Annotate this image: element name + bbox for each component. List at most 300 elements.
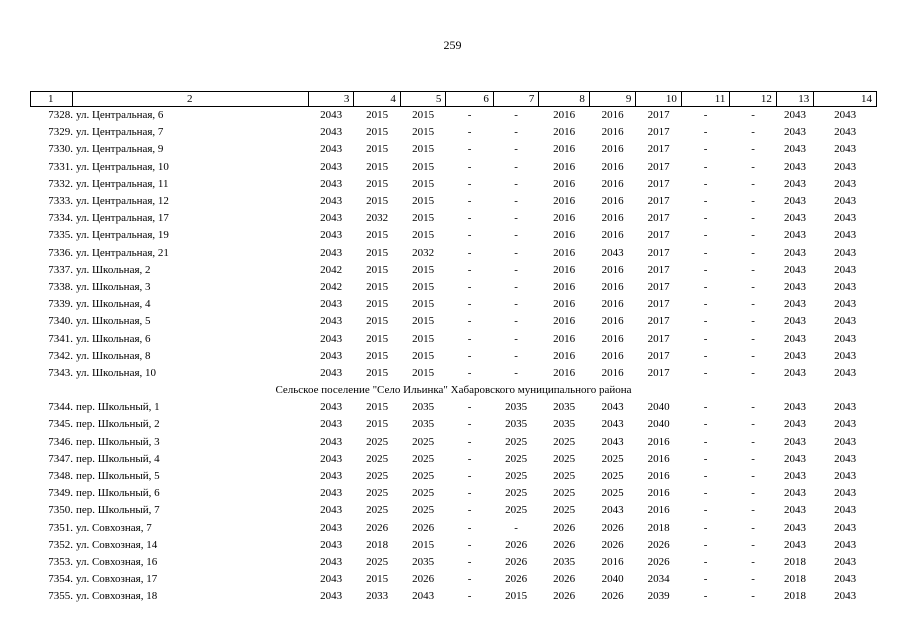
row-number: 7353. xyxy=(48,555,73,568)
year-cell-col-7: - xyxy=(514,160,518,173)
column-header-11: 11 xyxy=(681,92,730,107)
address-cell: ул. Школьная, 8 xyxy=(75,349,151,362)
address-cell: ул. Центральная, 11 xyxy=(75,177,169,190)
year-cell-col-14: 2043 xyxy=(834,143,857,156)
year-cell-col-5: 2015 xyxy=(412,126,435,139)
year-cell-col-3: 2043 xyxy=(320,160,343,173)
year-cell-col-12: - xyxy=(751,538,755,551)
year-cell-col-7: 2026 xyxy=(505,573,528,586)
year-cell-col-8: 2016 xyxy=(553,332,576,345)
year-cell-col-3: 2043 xyxy=(320,504,343,517)
year-cell-col-3: 2043 xyxy=(320,538,343,551)
year-cell-col-6: - xyxy=(467,521,472,534)
year-cell-col-4: 2015 xyxy=(366,573,389,586)
year-cell-col-11: - xyxy=(703,160,708,173)
year-cell-col-13: 2043 xyxy=(784,349,806,362)
address-cell: пер. Школьный, 5 xyxy=(75,470,160,483)
year-cell-col-4: 2015 xyxy=(366,263,389,276)
year-cell-col-9: 2016 xyxy=(601,195,624,208)
year-cell-col-12: - xyxy=(751,435,755,448)
year-cell-col-13: 2043 xyxy=(784,177,806,190)
table-row xyxy=(31,502,877,519)
year-cell-col-12: - xyxy=(751,573,755,586)
column-header-3: 3 xyxy=(308,92,353,107)
year-cell-col-9: 2043 xyxy=(601,418,624,431)
year-cell-col-11: - xyxy=(703,418,708,431)
year-cell-col-7: 2025 xyxy=(505,504,528,517)
year-cell-col-12: - xyxy=(751,401,755,414)
year-cell-col-8: 2016 xyxy=(553,263,576,276)
year-cell-col-13: 2018 xyxy=(784,590,806,603)
year-cell-col-11: - xyxy=(703,212,708,225)
year-cell-col-14: 2043 xyxy=(834,298,857,311)
year-cell-col-3: 2042 xyxy=(320,280,343,293)
year-cell-col-11: - xyxy=(703,452,708,465)
year-cell-col-11: - xyxy=(703,366,708,379)
year-cell-col-10: 2016 xyxy=(647,452,670,465)
year-cell-col-3: 2043 xyxy=(320,555,343,568)
year-cell-col-14: 2043 xyxy=(834,521,857,534)
year-cell-col-8: 2035 xyxy=(553,555,576,568)
year-cell-col-8: 2016 xyxy=(553,280,576,293)
year-cell-col-12: - xyxy=(751,160,755,173)
year-cell-col-10: 2017 xyxy=(647,280,670,293)
address-cell: ул. Совхозная, 14 xyxy=(75,538,158,551)
year-cell-col-8: 2026 xyxy=(553,521,576,534)
year-cell-col-6: - xyxy=(467,504,472,517)
year-cell-col-7: - xyxy=(514,315,518,328)
year-cell-col-10: 2017 xyxy=(647,160,670,173)
column-header-14: 14 xyxy=(814,92,877,107)
year-cell-col-7: - xyxy=(514,109,518,122)
year-cell-col-8: 2025 xyxy=(553,435,576,448)
year-cell-col-9: 2043 xyxy=(601,435,624,448)
year-cell-col-14: 2043 xyxy=(834,246,857,259)
year-cell-col-9: 2025 xyxy=(601,452,624,465)
year-cell-col-5: 2015 xyxy=(412,177,435,190)
year-cell-col-5: 2015 xyxy=(412,109,435,122)
year-cell-col-5: 2015 xyxy=(412,212,435,225)
year-cell-col-9: 2016 xyxy=(601,160,624,173)
row-number: 7339. xyxy=(48,298,73,311)
address-cell: ул. Центральная, 9 xyxy=(75,143,164,156)
year-cell-col-7: - xyxy=(514,332,518,345)
year-cell-col-6: - xyxy=(467,195,472,208)
year-cell-col-3: 2043 xyxy=(320,470,343,483)
year-cell-col-7: 2025 xyxy=(505,487,528,500)
address-cell: пер. Школьный, 7 xyxy=(75,504,160,517)
year-cell-col-7: - xyxy=(514,349,518,362)
table-row xyxy=(31,279,877,296)
year-cell-col-12: - xyxy=(751,555,755,568)
year-cell-col-9: 2016 xyxy=(601,315,624,328)
year-cell-col-8: 2016 xyxy=(553,366,576,379)
column-header-2: 2 xyxy=(73,92,309,107)
year-cell-col-14: 2043 xyxy=(834,229,857,242)
year-cell-col-5: 2015 xyxy=(412,263,435,276)
year-cell-col-10: 2018 xyxy=(647,521,670,534)
table-row xyxy=(31,365,877,382)
year-cell-col-12: - xyxy=(751,504,755,517)
year-cell-col-13: 2043 xyxy=(784,298,806,311)
column-header-9: 9 xyxy=(589,92,635,107)
year-cell-col-6: - xyxy=(467,109,472,122)
year-cell-col-3: 2043 xyxy=(320,332,343,345)
address-cell: ул. Школьная, 5 xyxy=(75,315,151,328)
year-cell-col-13: 2043 xyxy=(784,246,806,259)
year-cell-col-11: - xyxy=(703,349,708,362)
address-cell: ул. Центральная, 21 xyxy=(75,246,169,259)
year-cell-col-10: 2017 xyxy=(647,177,670,190)
year-cell-col-7: 2025 xyxy=(505,452,528,465)
address-cell: ул. Школьная, 10 xyxy=(75,366,157,379)
year-cell-col-3: 2043 xyxy=(320,195,343,208)
year-cell-col-13: 2043 xyxy=(784,418,806,431)
year-cell-col-11: - xyxy=(703,143,708,156)
year-cell-col-14: 2043 xyxy=(834,590,857,603)
year-cell-col-9: 2043 xyxy=(601,504,624,517)
year-cell-col-4: 2015 xyxy=(366,143,389,156)
year-cell-col-8: 2016 xyxy=(553,229,576,242)
year-cell-col-9: 2016 xyxy=(601,229,624,242)
year-cell-col-8: 2016 xyxy=(553,349,576,362)
year-cell-col-5: 2015 xyxy=(412,195,435,208)
year-cell-col-9: 2026 xyxy=(601,521,624,534)
year-cell-col-3: 2043 xyxy=(320,590,343,603)
year-cell-col-6: - xyxy=(467,435,472,448)
year-cell-col-8: 2025 xyxy=(553,470,576,483)
year-cell-col-4: 2015 xyxy=(366,315,389,328)
year-cell-col-13: 2043 xyxy=(784,366,806,379)
year-cell-col-10: 2017 xyxy=(647,246,670,259)
year-cell-col-4: 2015 xyxy=(366,332,389,345)
year-cell-col-8: 2026 xyxy=(553,538,576,551)
year-cell-col-11: - xyxy=(703,332,708,345)
year-cell-col-6: - xyxy=(467,229,472,242)
year-cell-col-4: 2015 xyxy=(366,349,389,362)
address-cell: ул. Центральная, 10 xyxy=(75,160,169,173)
year-cell-col-8: 2016 xyxy=(553,109,576,122)
year-cell-col-6: - xyxy=(467,246,472,259)
year-cell-col-5: 2032 xyxy=(412,246,435,259)
year-cell-col-4: 2015 xyxy=(366,195,389,208)
year-cell-col-9: 2026 xyxy=(601,590,624,603)
year-cell-col-5: 2025 xyxy=(412,487,435,500)
year-cell-col-11: - xyxy=(703,504,708,517)
row-number: 7346. xyxy=(48,435,73,448)
year-cell-col-4: 2015 xyxy=(366,160,389,173)
table-row xyxy=(31,296,877,313)
year-cell-col-5: 2035 xyxy=(412,555,435,568)
year-cell-col-3: 2043 xyxy=(320,126,343,139)
column-header-5: 5 xyxy=(400,92,445,107)
year-cell-col-7: - xyxy=(514,126,518,139)
address-cell: ул. Школьная, 4 xyxy=(75,298,151,311)
year-cell-col-12: - xyxy=(751,126,755,139)
year-cell-col-5: 2026 xyxy=(412,573,435,586)
year-cell-col-11: - xyxy=(703,555,708,568)
address-cell: пер. Школьный, 3 xyxy=(75,435,160,448)
table-row xyxy=(31,588,877,605)
section-row xyxy=(31,382,877,399)
year-cell-col-13: 2043 xyxy=(784,452,806,465)
year-cell-col-12: - xyxy=(751,590,755,603)
year-cell-col-4: 2015 xyxy=(366,298,389,311)
year-cell-col-14: 2043 xyxy=(834,366,857,379)
row-number: 7331. xyxy=(48,160,73,173)
year-cell-col-10: 2016 xyxy=(647,435,670,448)
table-row xyxy=(31,227,877,244)
row-number: 7355. xyxy=(48,590,73,603)
row-number: 7341. xyxy=(48,332,73,345)
year-cell-col-7: - xyxy=(514,521,518,534)
row-number: 7329. xyxy=(48,126,73,139)
year-cell-col-14: 2043 xyxy=(834,280,857,293)
address-cell: ул. Центральная, 7 xyxy=(75,126,164,139)
year-cell-col-14: 2043 xyxy=(834,538,857,551)
year-cell-col-12: - xyxy=(751,366,755,379)
year-cell-col-10: 2017 xyxy=(647,109,670,122)
column-header-7: 7 xyxy=(493,92,538,107)
year-cell-col-13: 2043 xyxy=(784,195,806,208)
year-cell-col-3: 2043 xyxy=(320,246,343,259)
year-cell-col-3: 2043 xyxy=(320,229,343,242)
column-header-8: 8 xyxy=(539,92,590,107)
year-cell-col-3: 2043 xyxy=(320,366,343,379)
year-cell-col-12: - xyxy=(751,470,755,483)
year-cell-col-3: 2043 xyxy=(320,452,343,465)
address-cell: ул. Совхозная, 18 xyxy=(75,590,158,603)
year-cell-col-4: 2025 xyxy=(366,470,389,483)
year-cell-col-5: 2026 xyxy=(412,521,435,534)
row-number: 7348. xyxy=(48,470,73,483)
year-cell-col-6: - xyxy=(467,126,472,139)
year-cell-col-14: 2043 xyxy=(834,315,857,328)
row-number: 7347. xyxy=(48,452,73,465)
year-cell-col-11: - xyxy=(703,177,708,190)
table-row xyxy=(31,399,877,416)
row-number: 7340. xyxy=(48,315,73,328)
year-cell-col-3: 2043 xyxy=(320,109,343,122)
year-cell-col-6: - xyxy=(467,418,472,431)
year-cell-col-4: 2015 xyxy=(366,401,389,414)
address-cell: ул. Школьная, 6 xyxy=(75,332,151,345)
year-cell-col-9: 2016 xyxy=(601,280,624,293)
year-cell-col-6: - xyxy=(467,298,472,311)
year-cell-col-5: 2015 xyxy=(412,538,435,551)
year-cell-col-12: - xyxy=(751,315,755,328)
address-cell: ул. Центральная, 12 xyxy=(75,195,169,208)
year-cell-col-9: 2016 xyxy=(601,143,624,156)
year-cell-col-4: 2032 xyxy=(366,212,389,225)
year-cell-col-14: 2043 xyxy=(834,160,857,173)
year-cell-col-9: 2016 xyxy=(601,555,624,568)
year-cell-col-9: 2016 xyxy=(601,212,624,225)
row-number: 7338. xyxy=(48,280,73,293)
year-cell-col-4: 2015 xyxy=(366,246,389,259)
year-cell-col-11: - xyxy=(703,487,708,500)
year-cell-col-12: - xyxy=(751,263,755,276)
row-number: 7342. xyxy=(48,349,73,362)
year-cell-col-9: 2016 xyxy=(601,332,624,345)
year-cell-col-7: 2015 xyxy=(505,590,528,603)
year-cell-col-12: - xyxy=(751,280,755,293)
year-cell-col-10: 2017 xyxy=(647,298,670,311)
year-cell-col-14: 2043 xyxy=(834,470,857,483)
year-cell-col-8: 2035 xyxy=(553,418,576,431)
year-cell-col-7: - xyxy=(514,229,518,242)
address-cell: пер. Школьный, 4 xyxy=(75,452,160,465)
year-cell-col-13: 2043 xyxy=(784,126,806,139)
year-cell-col-4: 2025 xyxy=(366,452,389,465)
year-cell-col-10: 2017 xyxy=(647,143,670,156)
page-number: 259 xyxy=(443,38,462,52)
year-cell-col-12: - xyxy=(751,521,755,534)
year-cell-col-14: 2043 xyxy=(834,126,857,139)
year-cell-col-11: - xyxy=(703,280,708,293)
table-row xyxy=(31,193,877,210)
year-cell-col-11: - xyxy=(703,126,708,139)
year-cell-col-14: 2043 xyxy=(834,349,857,362)
year-cell-col-13: 2043 xyxy=(784,315,806,328)
year-cell-col-8: 2016 xyxy=(553,177,576,190)
address-cell: ул. Совхозная, 17 xyxy=(75,573,158,586)
column-header-12: 12 xyxy=(730,92,776,107)
year-cell-col-4: 2015 xyxy=(366,126,389,139)
year-cell-col-8: 2016 xyxy=(553,195,576,208)
year-cell-col-14: 2043 xyxy=(834,263,857,276)
year-cell-col-13: 2018 xyxy=(784,555,806,568)
year-cell-col-6: - xyxy=(467,160,472,173)
year-cell-col-6: - xyxy=(467,401,472,414)
year-cell-col-6: - xyxy=(467,212,472,225)
year-cell-col-13: 2043 xyxy=(784,160,806,173)
header-row xyxy=(31,92,877,107)
housing-register-table xyxy=(30,91,877,605)
year-cell-col-10: 2017 xyxy=(647,366,670,379)
year-cell-col-3: 2043 xyxy=(320,401,343,414)
row-number: 7350. xyxy=(48,504,73,517)
address-cell: пер. Школьный, 1 xyxy=(75,401,160,414)
year-cell-col-10: 2017 xyxy=(647,195,670,208)
row-number: 7351. xyxy=(48,521,73,534)
year-cell-col-4: 2033 xyxy=(366,590,389,603)
year-cell-col-7: - xyxy=(514,366,518,379)
year-cell-col-14: 2043 xyxy=(834,332,857,345)
year-cell-col-13: 2043 xyxy=(784,521,806,534)
column-header-4: 4 xyxy=(354,92,400,107)
year-cell-col-7: - xyxy=(514,246,518,259)
table-row xyxy=(31,245,877,262)
year-cell-col-11: - xyxy=(703,538,708,551)
year-cell-col-5: 2015 xyxy=(412,315,435,328)
year-cell-col-6: - xyxy=(467,332,472,345)
year-cell-col-11: - xyxy=(703,246,708,259)
year-cell-col-4: 2018 xyxy=(366,538,389,551)
year-cell-col-13: 2043 xyxy=(784,143,806,156)
address-cell: пер. Школьный, 2 xyxy=(75,418,160,431)
year-cell-col-8: 2016 xyxy=(553,212,576,225)
year-cell-col-10: 2017 xyxy=(647,315,670,328)
year-cell-col-14: 2043 xyxy=(834,401,857,414)
year-cell-col-6: - xyxy=(467,470,472,483)
year-cell-col-6: - xyxy=(467,280,472,293)
year-cell-col-8: 2016 xyxy=(553,143,576,156)
year-cell-col-13: 2043 xyxy=(784,401,806,414)
year-cell-col-11: - xyxy=(703,298,708,311)
year-cell-col-4: 2015 xyxy=(366,229,389,242)
year-cell-col-7: - xyxy=(514,263,518,276)
year-cell-col-13: 2043 xyxy=(784,538,806,551)
year-cell-col-8: 2016 xyxy=(553,246,576,259)
year-cell-col-6: - xyxy=(467,177,472,190)
table-row xyxy=(31,176,877,193)
year-cell-col-10: 2017 xyxy=(647,263,670,276)
year-cell-col-12: - xyxy=(751,212,755,225)
year-cell-col-12: - xyxy=(751,418,755,431)
year-cell-col-12: - xyxy=(751,246,755,259)
year-cell-col-4: 2025 xyxy=(366,487,389,500)
address-cell: ул. Центральная, 6 xyxy=(75,109,164,122)
row-number: 7334. xyxy=(48,212,73,225)
year-cell-col-5: 2025 xyxy=(412,470,435,483)
table-body xyxy=(31,107,877,606)
year-cell-col-14: 2043 xyxy=(834,487,857,500)
year-cell-col-9: 2040 xyxy=(601,573,624,586)
year-cell-col-7: - xyxy=(514,212,518,225)
year-cell-col-8: 2025 xyxy=(553,452,576,465)
year-cell-col-3: 2043 xyxy=(320,418,343,431)
year-cell-col-12: - xyxy=(751,143,755,156)
year-cell-col-10: 2017 xyxy=(647,212,670,225)
column-number-header xyxy=(31,92,877,107)
year-cell-col-7: 2035 xyxy=(505,401,528,414)
year-cell-col-5: 2015 xyxy=(412,143,435,156)
year-cell-col-5: 2015 xyxy=(412,229,435,242)
year-cell-col-4: 2015 xyxy=(366,418,389,431)
year-cell-col-11: - xyxy=(703,229,708,242)
table-row xyxy=(31,210,877,227)
table-row xyxy=(31,554,877,571)
year-cell-col-11: - xyxy=(703,435,708,448)
year-cell-col-5: 2015 xyxy=(412,280,435,293)
year-cell-col-9: 2016 xyxy=(601,109,624,122)
year-cell-col-13: 2043 xyxy=(784,332,806,345)
year-cell-col-6: - xyxy=(467,452,472,465)
year-cell-col-4: 2015 xyxy=(366,177,389,190)
year-cell-col-8: 2025 xyxy=(553,487,576,500)
year-cell-col-13: 2043 xyxy=(784,229,806,242)
year-cell-col-8: 2025 xyxy=(553,504,576,517)
year-cell-col-9: 2016 xyxy=(601,126,624,139)
year-cell-col-3: 2043 xyxy=(320,212,343,225)
year-cell-col-13: 2043 xyxy=(784,435,806,448)
year-cell-col-13: 2043 xyxy=(784,487,806,500)
year-cell-col-3: 2043 xyxy=(320,143,343,156)
table-row xyxy=(31,537,877,554)
row-number: 7337. xyxy=(48,263,73,276)
year-cell-col-6: - xyxy=(467,590,472,603)
row-number: 7335. xyxy=(48,229,73,242)
year-cell-col-14: 2043 xyxy=(834,573,857,586)
year-cell-col-8: 2016 xyxy=(553,160,576,173)
year-cell-col-5: 2015 xyxy=(412,349,435,362)
year-cell-col-4: 2015 xyxy=(366,109,389,122)
year-cell-col-5: 2035 xyxy=(412,401,435,414)
year-cell-col-3: 2043 xyxy=(320,315,343,328)
year-cell-col-14: 2043 xyxy=(834,504,857,517)
year-cell-col-9: 2016 xyxy=(601,349,624,362)
